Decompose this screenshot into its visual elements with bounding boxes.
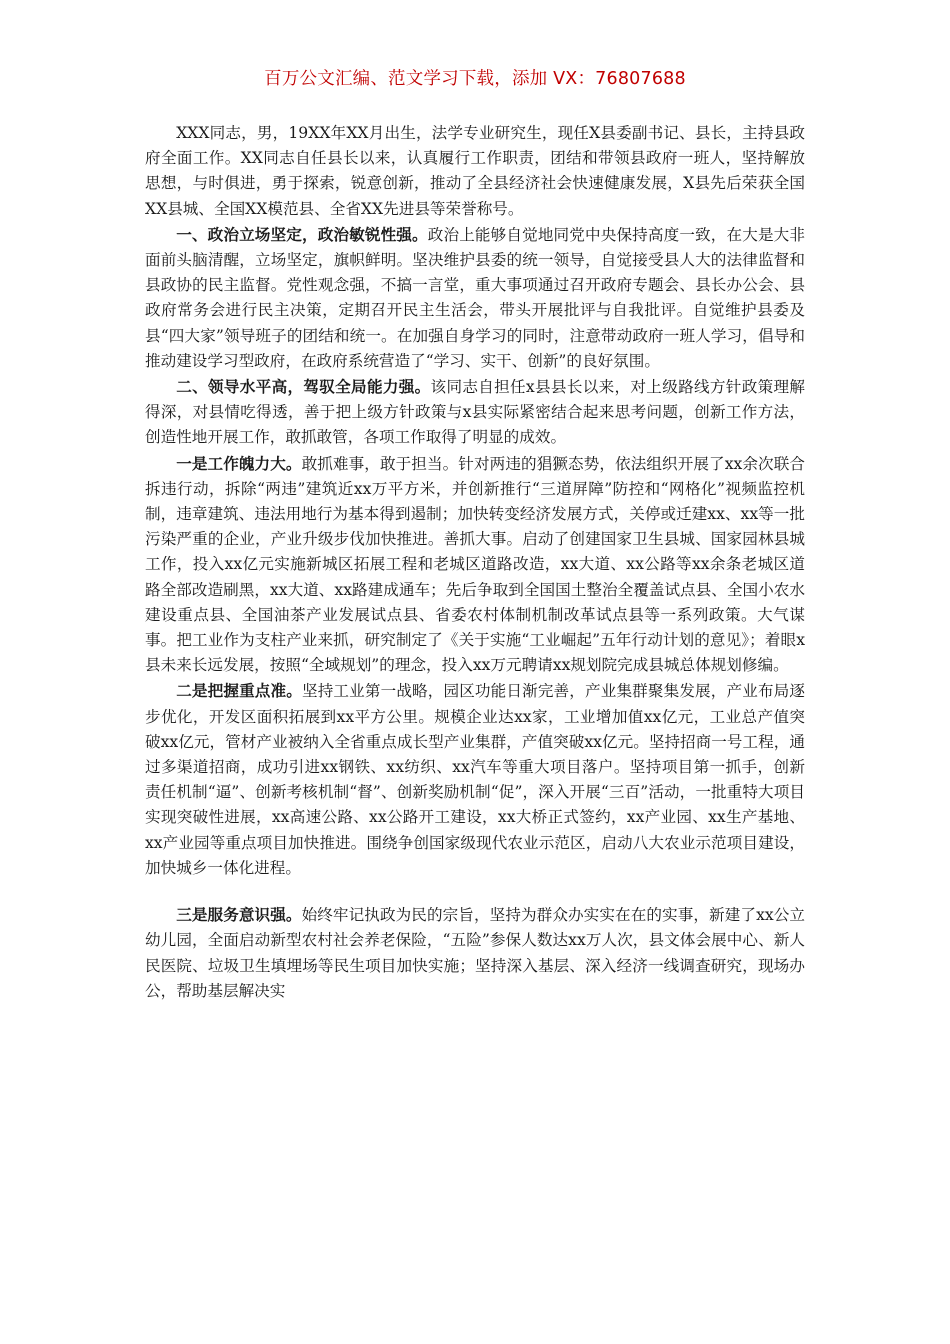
paragraph-intro — [145, 120, 805, 222]
paragraph-lead: 三是服务意识强。 — [176, 905, 302, 925]
paragraph-text: 该同志自担任x县县长以来，对上级路线方针政策理解得深，对县情吃得透，善于把上级方针政策与x县实际紧密结合起来思考问题，创新工作方法，创造性地开展工作，敢抓敢管，各项工作取得了明显的成效。 — [145, 378, 805, 447]
paragraph-text: XXX同志，男，19XX年XX月出生，法学专业研究生，现任X县委副书记、县长，主持县政府全面工作。XX同志自任县长以来，认真履行工作职责，团结和带领县政府一班人，坚持解放思想，与时俱进，勇于探索，锐意创新，推动了全县经济社会快速健康发展，X县先后荣获全国XX县城、全国XX模范县、全省XX先进县等荣誉称号。 — [145, 124, 805, 218]
paragraph-lead: 一、政治立场坚定，政治敏锐性强。 — [176, 224, 428, 244]
paragraph-text: 敢抓难事，敢于担当。针对两违的猖獗态势，依法组织开展了xx余次联合拆违行动，拆除“两违”建筑近xx万平方米，并创新推行“三道屏障”防控和“网格化”视频监控机制，违章建筑、违法用地行为基本得到遏制；加快转变经济发展方式，关停或迁建xx、xx等一批污染严重的企业，产业升级步伐加快推进。善抓大事。启动了创建国家卫生县城、国家园林县城工作，投入xx亿元实施新城区拓展工程和老城区道路改造，xx大道、xx公路等xx余条老城区道路全部改造刷黑，xx大道、xx路建成通车；先后争取到全国国土整治全覆盖试点县、全国小农水建设重点县、全国油茶产业发展试点县、省委农村体制机制改革试点县等一系列政策。大气谋事。把工业作为支柱产业来抓，研究制定了《关于实施“工业崛起”五年行动计划的意见》；着眼x县未来长远发展，按照“全域规划”的理念，投入xx万元聘请xx规划院完成县城总体规划修编。 — [145, 454, 805, 675]
paragraph-lead: 二是把握重点准。 — [176, 681, 302, 701]
paragraph-section-2 — [145, 374, 805, 451]
paragraph-text: 政治上能够自觉地同党中央保持高度一致，在大是大非面前头脑清醒，立场坚定，旗帜鲜明。坚决维护县委的统一领导，自觉接受县人大的法律监督和县政协的民主监督。党性观念强，不搞一言堂，重大事项通过召开政府专题会、县长办公会、县政府常务会进行民主决策，定期召开民主生活会，带头开展批评与自我批评。自觉维护县委及县“四大家”领导班子的团结和统一。在加强自身学习的同时，注意带动政府一班人学习，倡导和推动建设学习型政府，在政府系统营造了“学习、实干、创新”的良好氛围。 — [145, 225, 805, 370]
paragraph-section-1 — [145, 222, 805, 374]
paragraph-point-3 — [145, 902, 805, 1004]
paragraph-lead: 二、领导水平高，驾驭全局能力强。 — [176, 377, 431, 397]
document-body — [145, 120, 805, 1004]
paragraph-point-2 — [145, 678, 805, 881]
paragraph-text: 坚持工业第一战略，园区功能日渐完善，产业集群聚集发展，产业布局逐步优化，开发区面积拓展到xx平方公里。规模企业达xx家，工业增加值xx亿元，工业总产值突破xx亿元，管材产业被纳入全省重点成长型产业集群，产值突破xx亿元。坚持招商一号工程，通过多渠道招商，成功引进xx钢铁、xx纺织、xx汽车等重大项目落户。坚持项目第一抓手，创新责任机制“逼”、创新考核机制“督”、创新奖励机制“促”，深入开展“三百”活动，一批重特大项目实现突破性进展，xx高速公路、xx公路开工建设，xx大桥正式签约，xx产业园、xx生产基地、xx产业园等重点项目加快推进。围绕争创国家级现代农业示范区，启动八大农业示范项目建设，加快城乡一体化进程。 — [145, 682, 805, 877]
header-banner: 百万公文汇编、范文学习下载，添加 VX：76807688 — [264, 69, 686, 89]
paragraph-lead: 一是工作魄力大。 — [176, 453, 302, 473]
paragraph-point-1 — [145, 451, 805, 679]
paragraph-text: 始终牢记执政为民的宗旨，坚持为群众办实实在在的实事，新建了xx公立幼儿园，全面启动新型农村社会养老保险，“五险”参保人数达xx万人次，县文体会展中心、新人民医院、垃圾卫生填埋场等民生项目加快实施；坚持深入基层、深入经济一线调查研究，现场办公，帮助基层解决实 — [145, 906, 805, 1000]
